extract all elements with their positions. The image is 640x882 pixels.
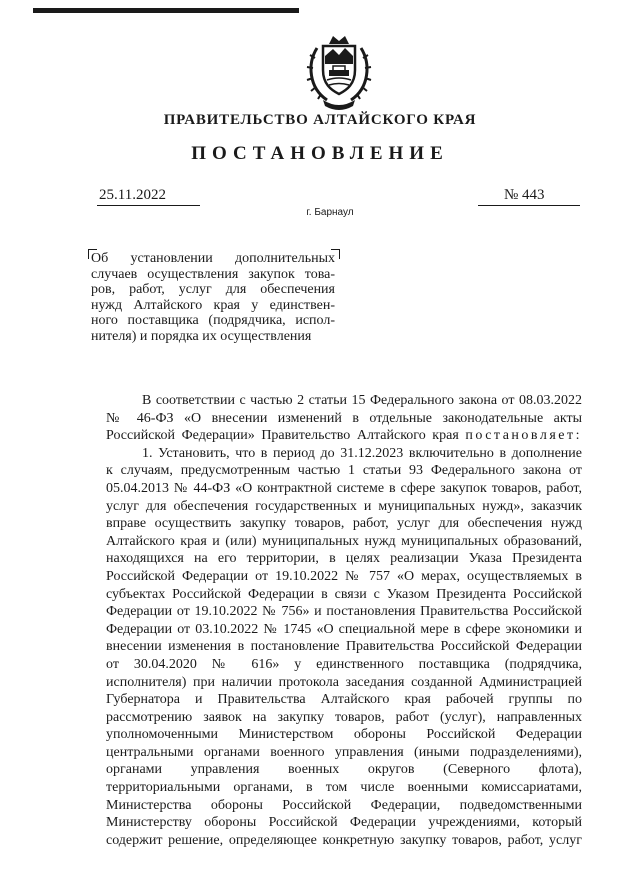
body-line: Российской Федерации от 19.10.2022 № 757 «О мерах, осуществляемых в [106,568,582,584]
body-line: уполномоченными Министерством обороны Российской Федерации [106,727,582,743]
number-underline [478,205,580,206]
body-line: 1. Установить, что в период до 31.12.2023 включительно в дополнение [142,445,582,461]
subject-line: нужд Алтайского края у единствен- [91,297,335,313]
body-line: В соответствии с частью 2 статьи 15 Федерального закона от 08.03.2022 [142,393,582,408]
date-underline [97,205,200,206]
body-line: от 30.04.2020 № 616» у единственного поставщика (подрядчика, [106,656,582,672]
body-line: рассмотрению заявок на закупку товаров, работ (услуг), направленных [106,709,582,725]
body-line: находящихся на его территории, в целях реализации Указа Президента [106,551,582,567]
body-line: органами управления военных округов (Северного флота), [106,762,582,778]
resolution-keyword: постановляет: [465,428,582,444]
subject-line: случаев осуществления закупок това- [91,266,335,282]
organization-title: ПРАВИТЕЛЬСТВО АЛТАЙСКОГО КРАЯ [163,112,477,128]
body-line [106,427,582,445]
body-line: услуг для обеспечения государственных и муниципальных нужд», заказчик [106,498,582,514]
body-line: Алтайского края и (или) муниципальных нужд муниципальных образований, [106,533,582,549]
subject-line: ров, работ, услуг для обеспечения [91,282,335,297]
body-line: содержит решение, определяющее конкретную закупку товаров, работ, услуг [106,832,582,848]
city-name: г. Барнаул [306,207,354,218]
subject-line: Об установлении дополнительных [91,251,335,266]
body-line: субъектах Российской Федерации в связи с Указом Президента Российской [106,586,582,602]
document-number: № 443 [504,187,545,203]
document-type: ПОСТАНОВЛЕНИЕ [191,143,449,164]
body-line: № 46-ФЗ «О внесении изменений в отдельные законодательные акты [106,410,582,426]
body-line: 05.04.2013 № 44-ФЗ «О контрактной системе в сфере закупок товаров, работ, [106,480,582,496]
body-line: территориальными органами, в том числе военными комиссариатами, [106,780,582,796]
document-subject [91,251,335,344]
subject-line: ного поставщика (подрядчика, испол- [91,313,335,328]
document-body [106,392,582,849]
subject-line: нителя) и порядка их осуществления [91,328,312,344]
document-date: 25.11.2022 [99,187,166,203]
body-line: к случаям, предусмотренным частью 1 статьи 93 Федерального закона от [106,463,582,479]
body-text-part: Российской Федерации» Правительство Алтайского края [106,428,459,444]
body-line: Федерации от 19.10.2022 № 756» и постановления Правительства Российской [106,604,582,620]
coat-of-arms-icon [303,30,375,114]
body-line: Губернатора и Правительства Алтайского края рабочей группы по [106,692,582,708]
body-line: центральными органами военного управления (иными подразделениями), [106,744,582,760]
body-line: Министерству обороны Российской Федерации учреждениями, который [106,815,582,831]
body-line: Федерации от 03.10.2022 № 1745 «О специальной мере в сфере экономики и [106,621,582,637]
body-line: внесении изменения в постановление Правительства Российской Федерации [106,639,582,655]
body-line: вправе осуществить закупку товаров, работ, услуг для обеспечения нужд [106,516,582,532]
top-rule [33,8,299,13]
body-line: исполнителя) при наличии протокола заседания созданной Администрацией [106,674,582,690]
body-line: Министерства обороны Российской Федерации, подведомственными [106,797,582,813]
